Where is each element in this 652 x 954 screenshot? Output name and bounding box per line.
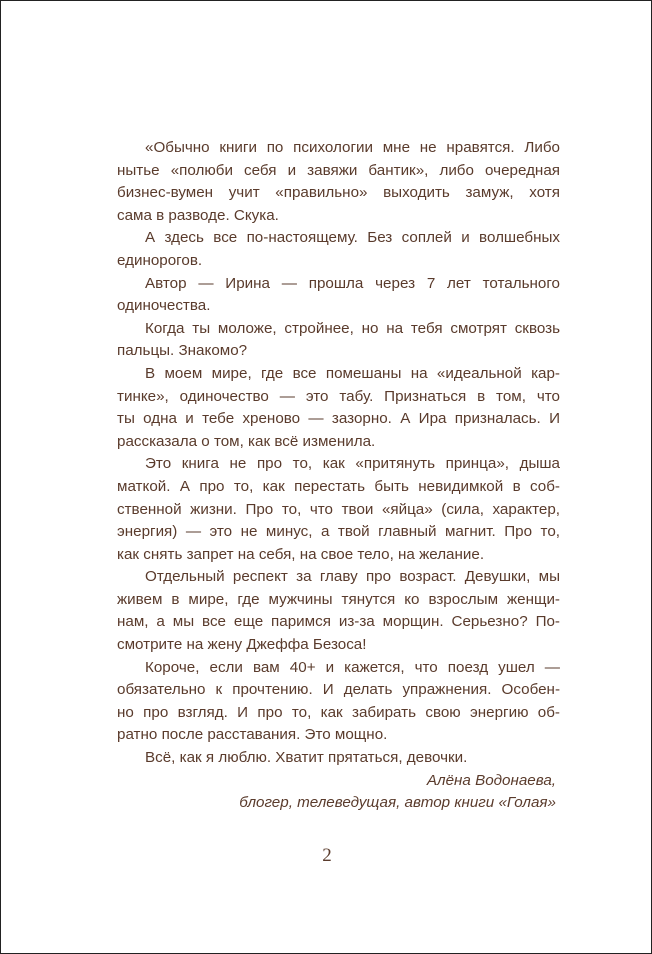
paragraph [117, 363, 560, 453]
text-line: «Обычно книги по психологии мне не нравятся. Либо [145, 139, 560, 156]
text-line: ты одна и тебе хреново — зазорно. А Ира призналась. И [117, 410, 560, 428]
text-line: единорогов. [117, 251, 203, 269]
text-line: живем в мире, где мужчины тянутся ко взрослым женщи- [117, 590, 560, 608]
text-line: маткой. А про то, как перестать быть невидимкой в соб- [117, 477, 560, 495]
paragraph [117, 318, 560, 363]
text-line: энергия) — это не минус, а твой главный магнит. Про то, [117, 523, 560, 541]
paragraph [117, 566, 560, 656]
text-line: Когда ты моложе, стройнее, но на тебя смотрят сквозь [145, 319, 560, 337]
paragraph [117, 453, 560, 566]
review-text [117, 137, 560, 815]
text-line: Всё, как я люблю. Хватит прятаться, девочки. [145, 749, 468, 767]
text-line: бизнес-вумен учит «правильно» выходить замуж, хотя [117, 184, 560, 202]
text-line: рассказала о том, как всё изменила. [117, 432, 376, 450]
text-line: ратно после расставания. Это мощно. [117, 726, 388, 744]
text-line: одиночества. [117, 297, 211, 315]
text-line: сама в разводе. Скука. [117, 206, 279, 224]
text-line: смотрите на жену Джеффа Безоса! [117, 636, 367, 654]
paragraph [117, 747, 560, 770]
text-line: А здесь все по-настоящему. Без соплей и волшебных [145, 229, 560, 247]
text-line: но про взгляд. И про то, как забирать свою энергию об- [117, 703, 560, 721]
text-line: обязательно к прочтению. И делать упражнения. Особен- [117, 681, 560, 699]
paragraph [117, 657, 560, 747]
signature-description: блогер, телеведущая, автор книги «Голая» [239, 794, 556, 812]
page-number: 2 [322, 845, 332, 866]
text-line: нам, а мы все еще паримся из-за морщин. Серьезно? По- [117, 613, 560, 631]
paragraph [117, 137, 560, 227]
text-line: Автор — Ирина — прошла через 7 лет тотального [145, 274, 560, 292]
text-line: Это книга не про то, как «притянуть принца», дыша [145, 455, 560, 473]
text-line: Короче, если вам 40+ и кажется, что поезд ушел — [145, 658, 560, 676]
text-line: Отдельный респект за главу про возраст. Девушки, мы [145, 568, 560, 586]
signature [117, 770, 560, 815]
paragraph [117, 273, 560, 318]
text-line: В моем мире, где все помешаны на «идеальной кар- [145, 364, 560, 382]
text-line: тинке», одиночество — это табу. Признаться в том, что [117, 387, 560, 405]
text-line: нытье «полюби себя и завяжи бантик», либо очередная [117, 161, 560, 179]
paragraph [117, 227, 560, 272]
signature-name: Алёна Водонаева, [426, 771, 556, 789]
text-line: ственной жизни. Про то, что твои «яйца» (сила, характер, [117, 500, 560, 518]
text-line: как снять запрет на себя, на свое тело, на желание. [117, 545, 485, 563]
text-line: пальцы. Знакомо? [117, 342, 248, 360]
